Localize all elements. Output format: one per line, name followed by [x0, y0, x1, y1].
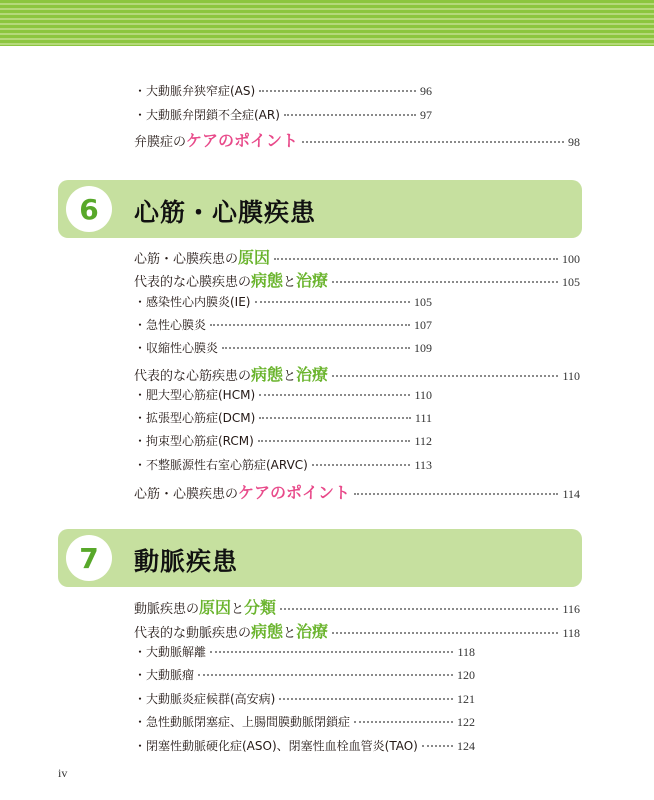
toc-page-number: 110 [414, 388, 432, 402]
dot-leader [284, 114, 416, 116]
toc-entry [134, 480, 580, 503]
toc-page-number: 116 [562, 602, 580, 616]
dot-leader [332, 375, 558, 377]
dot-leader [222, 347, 410, 349]
toc-page-number: 118 [562, 626, 580, 640]
toc-entry-title [134, 362, 328, 385]
toc-entry [134, 409, 432, 426]
toc-entry-title [134, 245, 270, 268]
highlighted-keyword: 分類 [244, 598, 277, 617]
highlighted-keyword: 原因 [238, 248, 271, 267]
toc-entry [134, 619, 580, 642]
toc-entry-title: ・急性動脈閉塞症、上腸間膜動脈閉鎖症 [134, 715, 351, 729]
highlighted-keyword: 治療 [296, 622, 329, 641]
top-decorative-band [0, 0, 654, 46]
toc-entry [134, 362, 580, 385]
toc-entry-title: ・大動脈瘤 [134, 668, 195, 682]
dot-leader [332, 281, 558, 283]
toc-page-number: 118 [457, 645, 475, 659]
toc-page-number: 98 [568, 135, 580, 149]
dot-leader [210, 324, 410, 326]
dot-leader [258, 440, 411, 442]
highlighted-keyword: 治療 [296, 365, 329, 384]
toc-entry [134, 432, 432, 449]
page-number: iv [58, 766, 68, 780]
dot-leader [312, 464, 411, 466]
toc-page-number: 109 [414, 341, 432, 355]
toc-entry-title: ・肥大型心筋症(HCM) [134, 388, 256, 402]
toc-page-number: 121 [457, 692, 475, 706]
chapter-number: 7 [79, 541, 99, 575]
toc-text: と [283, 275, 297, 290]
chapter-title: 動脈疾患 [134, 547, 239, 576]
dot-leader [259, 394, 410, 396]
dot-leader [422, 745, 453, 747]
dot-leader [354, 721, 453, 723]
toc-entry-title: ・大動脈弁閉鎖不全症(AR) [134, 108, 280, 122]
toc-entry [134, 456, 432, 473]
highlighted-keyword: ケアのポイント [186, 131, 299, 150]
toc-entry [134, 666, 475, 683]
toc-text: と [283, 626, 297, 641]
dot-leader [302, 141, 564, 143]
highlighted-keyword: 治療 [296, 271, 329, 290]
toc-entry [134, 316, 432, 333]
dot-leader [210, 651, 453, 653]
dot-leader [274, 258, 558, 260]
toc-entry [134, 106, 432, 123]
toc-entry-title: ・閉塞性動脈硬化症(ASO)、閉塞性血栓血管炎(TAO) [134, 739, 418, 753]
toc-page-number: 105 [562, 275, 580, 289]
toc-text: 心筋・心膜疾患の [134, 252, 239, 267]
toc-page-number: 122 [457, 715, 475, 729]
toc-page-number: 100 [562, 252, 580, 266]
toc-text: 動脈疾患の [134, 602, 200, 617]
dot-leader [332, 632, 558, 634]
toc-page-number: 124 [457, 739, 475, 753]
toc-text: 代表的な心筋疾患の [134, 369, 252, 384]
toc-page-number: 105 [414, 295, 432, 309]
toc-entry-title: ・感染性心内膜炎(IE) [134, 295, 251, 309]
toc-text: 代表的な動脈疾患の [134, 626, 252, 641]
toc-page-number: 113 [414, 458, 432, 472]
toc-entry-title [134, 268, 328, 291]
toc-page-number: 97 [420, 108, 432, 122]
toc-entry-title [134, 595, 276, 618]
chapter-7-header [58, 529, 582, 587]
toc-entry [134, 386, 432, 403]
dot-leader [255, 301, 411, 303]
toc-entry [134, 595, 580, 618]
toc-entry-title: ・拡張型心筋症(DCM) [134, 411, 256, 425]
toc-entry-title: ・拘束型心筋症(RCM) [134, 434, 254, 448]
toc-entry [134, 245, 580, 268]
toc-entry-title: ・大動脈炎症候群(高安病) [134, 692, 276, 706]
toc-entry-title [134, 619, 328, 642]
dot-leader [354, 493, 558, 495]
chapter-title: 心筋・心膜疾患 [134, 198, 317, 227]
toc-entry-title: ・大動脈解離 [134, 645, 207, 659]
toc-page-number: 112 [414, 434, 432, 448]
toc-page-number: 110 [562, 369, 580, 383]
dot-leader [259, 417, 411, 419]
highlighted-keyword: 病態 [251, 365, 284, 384]
dot-leader [259, 90, 416, 92]
toc-entry [134, 690, 475, 707]
highlighted-keyword: 病態 [251, 622, 284, 641]
toc-entry-title [134, 480, 350, 503]
highlighted-keyword: 病態 [251, 271, 284, 290]
toc-text: と [283, 369, 297, 384]
toc-entry [134, 268, 580, 291]
toc-entry [134, 643, 475, 660]
toc-entry [134, 293, 432, 310]
toc-page-number: 96 [420, 84, 432, 98]
toc-entry [134, 82, 432, 99]
toc-text: と [231, 602, 245, 617]
dot-leader [280, 608, 558, 610]
toc-text: 心筋・心膜疾患の [134, 487, 239, 502]
chapter-number-badge [66, 186, 112, 232]
toc-entry [134, 713, 475, 730]
dot-leader [279, 698, 453, 700]
toc-entry-title: ・収縮性心膜炎 [134, 341, 219, 355]
highlighted-keyword: 原因 [199, 598, 232, 617]
toc-entry-title: ・大動脈弁狭窄症(AS) [134, 84, 256, 98]
chapter-number-badge [66, 535, 112, 581]
toc-page-number: 114 [562, 487, 580, 501]
toc-entry-title [134, 128, 298, 151]
highlighted-keyword: ケアのポイント [238, 483, 351, 502]
toc-text: 代表的な心膜疾患の [134, 275, 252, 290]
chapter-number: 6 [79, 192, 99, 226]
toc-entry-title: ・急性心膜炎 [134, 318, 207, 332]
toc-page-number: 120 [457, 668, 475, 682]
toc-page-number: 107 [414, 318, 432, 332]
toc-page-number: 111 [414, 411, 432, 425]
toc-entry [134, 339, 432, 356]
chapter-6-header [58, 180, 582, 238]
toc-entry [134, 737, 475, 754]
toc-entry-title: ・不整脈源性右室心筋症(ARVC) [134, 458, 308, 472]
toc-entry [134, 128, 580, 151]
toc-text: 弁膜症の [134, 135, 187, 150]
dot-leader [198, 674, 453, 676]
